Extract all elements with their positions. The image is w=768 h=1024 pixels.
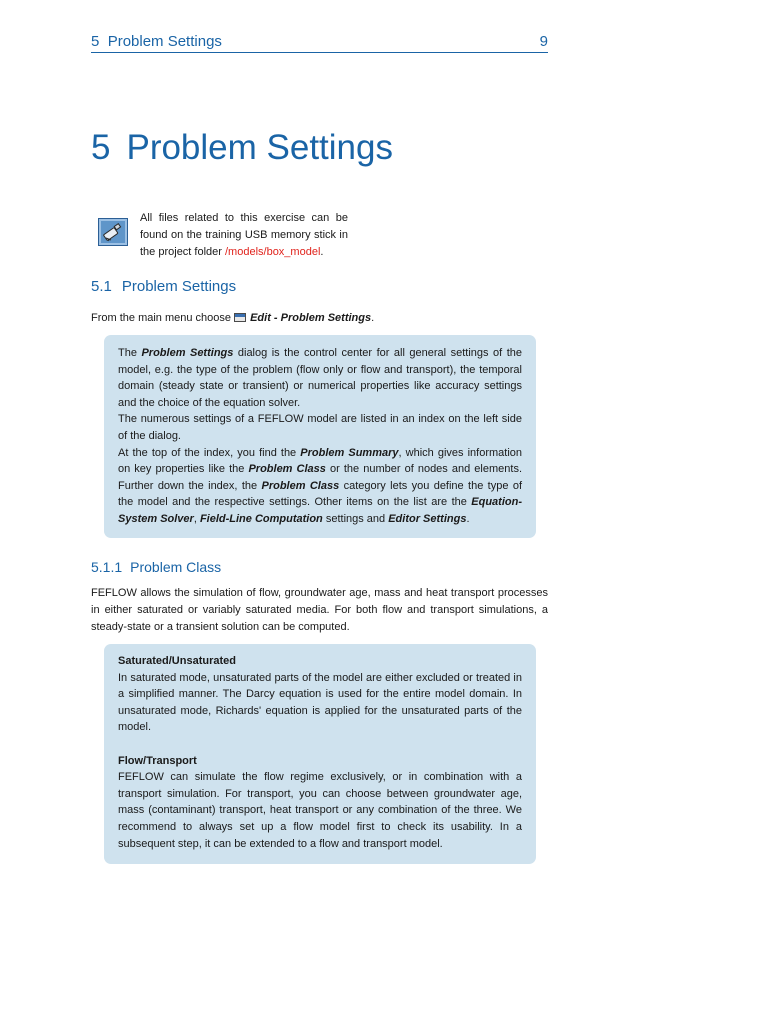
chapter-title: [91, 128, 393, 168]
menu-path: Edit - Problem Settings: [250, 312, 372, 324]
subsection-number: 5.1.1: [91, 559, 123, 575]
section-title-text: Problem Settings: [121, 278, 237, 295]
usb-note-text-end: .: [320, 246, 324, 258]
text-run: dialog is the control center for all general settings of the model, e.g. the type of the problem (flow only or flow and transport), the temporal domain (steady state or transient) or numerical properties like accuracy settings and the choice of the equation solver.: [118, 347, 522, 409]
menu-instruction-prefix: From the main menu choose: [91, 312, 235, 324]
problem-settings-info-box: [104, 335, 536, 538]
subsection-title-text: Problem Class: [130, 559, 222, 575]
problem-class-info-box: [104, 644, 536, 864]
text-run: .: [466, 512, 470, 525]
flow-transport-heading: Flow/Transport: [118, 754, 197, 767]
info-paragraph: [118, 345, 522, 411]
running-header-chapter-title: Problem Settings: [107, 33, 222, 50]
emphasis-problem-class: Problem Class: [261, 479, 340, 492]
info-paragraph: [118, 445, 522, 528]
running-header: [91, 32, 548, 53]
problem-class-paragraph: FEFLOW allows the simulation of flow, groundwater age, mass and heat transport processes in either saturated or variably saturated media. For both flow and transport simulations, a steady-state or a transient solution can be computed.: [91, 587, 548, 633]
spacer: [118, 736, 522, 753]
text-run: , which gives information on key properties like the: [118, 446, 523, 476]
section-number: 5.1: [91, 278, 112, 295]
saturated-unsaturated-text: In saturated mode, unsaturated parts of the model are either excluded or treated in a simplified manner. The Darcy equation is used for the entire model domain. In unsaturated mode, Richards' equation is applied for the unsaturated parts of the model.: [118, 671, 522, 734]
text-run: ,: [193, 512, 200, 525]
info-paragraph: The numerous settings of a FEFLOW model are listed in an index on the left side of the dialog.: [118, 413, 522, 442]
saturated-unsaturated-heading: Saturated/Unsaturated: [118, 655, 236, 667]
menu-instruction: [91, 310, 374, 327]
usb-note-text-body: All files related to this exercise can be found on the training USB memory stick in the project folder: [140, 212, 348, 258]
menu-instruction-suffix: .: [371, 312, 375, 324]
emphasis-problem-settings: Problem Settings: [141, 347, 234, 359]
text-run: At the top of the index, you find the: [118, 446, 301, 459]
text-run: The: [118, 347, 142, 359]
text-run: category lets you define the type of the model and the respective settings. Other items on the list are the: [118, 479, 523, 509]
emphasis-field-line-computation: Field-Line Computation: [199, 512, 323, 525]
usb-note-text: [140, 210, 348, 261]
project-folder-path: /models/box_model: [225, 246, 321, 258]
page-number: 9: [539, 33, 548, 50]
flow-transport-text: FEFLOW can simulate the flow regime exclusively, or in combination with a transport simulation. For transport, you can choose between groundwater age, mass (contaminant) transport, heat transport or any combination of the three. We recommend to always set up a flow model first to check its usability. In a subsequent step, it can be extended to a flow and transport model.: [118, 771, 522, 850]
running-header-title: [91, 33, 222, 50]
emphasis-editor-settings: Editor Settings: [388, 512, 467, 525]
chapter-number: 5: [91, 128, 111, 167]
problem-settings-menu-icon: [234, 313, 246, 322]
subsection-title: [91, 559, 221, 575]
chapter-title-text: Problem Settings: [126, 128, 393, 167]
running-header-chapter-number: 5: [91, 33, 100, 50]
emphasis-problem-class: Problem Class: [248, 463, 326, 476]
text-run: or the number of nodes and elements. Further down the index, the: [118, 463, 522, 492]
text-run: settings and: [322, 512, 389, 525]
emphasis-equation-system-solver: Equation-System Solver: [118, 496, 522, 525]
usb-note-icon: [98, 218, 128, 246]
section-title: [91, 278, 236, 295]
emphasis-problem-summary: Problem Summary: [300, 446, 399, 459]
